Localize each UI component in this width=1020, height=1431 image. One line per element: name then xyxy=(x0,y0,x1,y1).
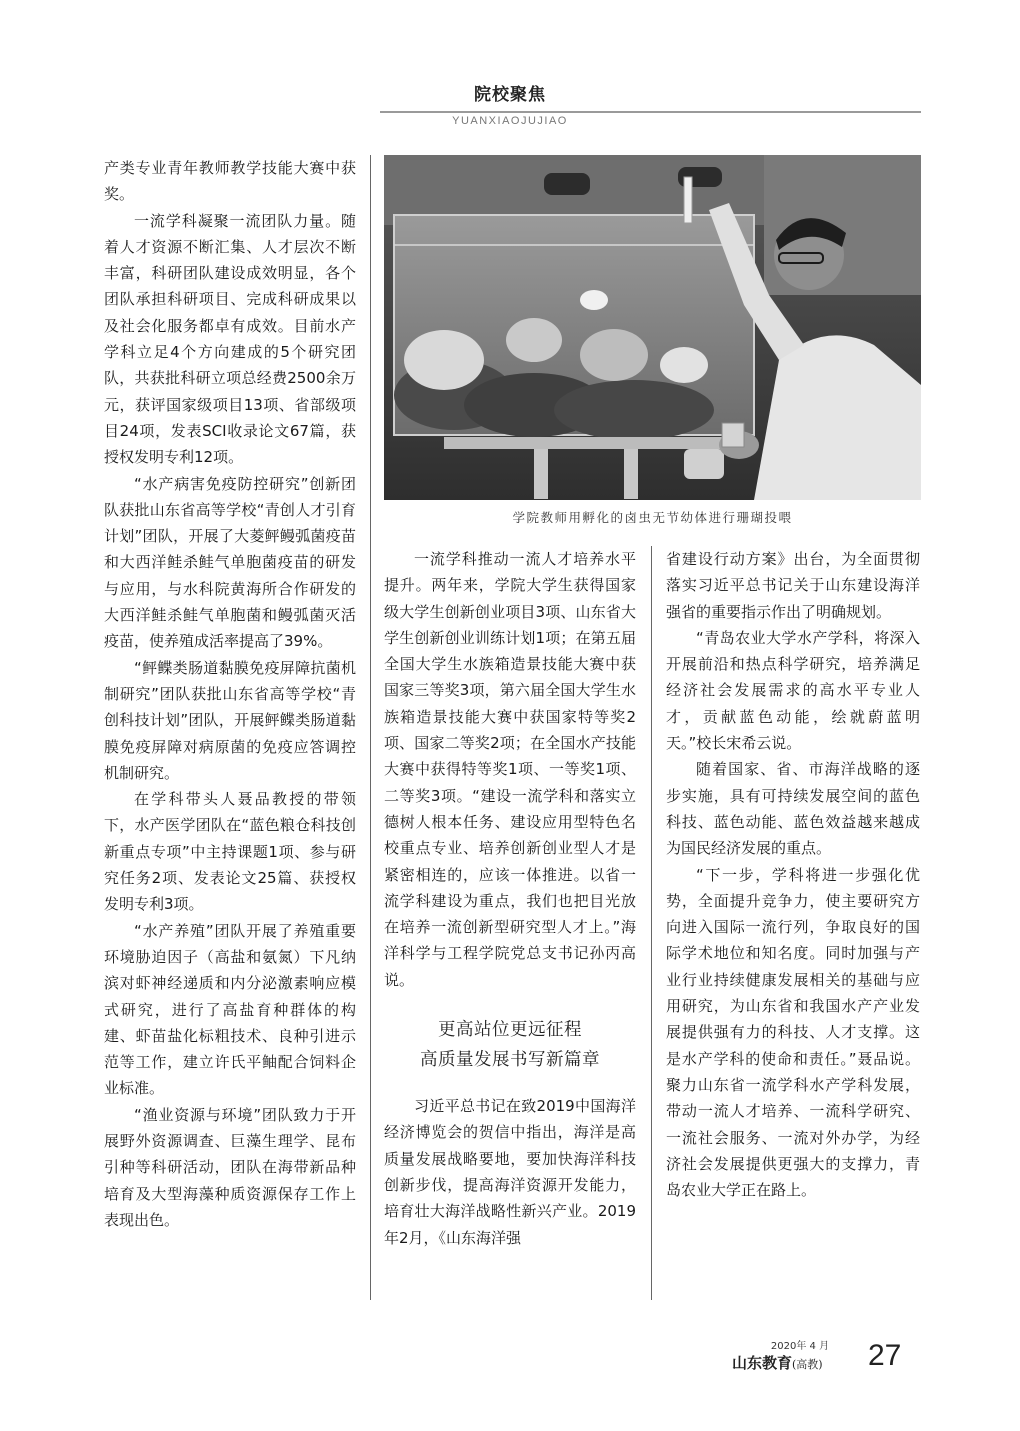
paragraph: “水产养殖”团队开展了养殖重要环境胁迫因子（高盐和氨氮）下凡纳滨对虾神经递质和内分泌激素响应模式研究，进行了高盐育种群体的构建、虾苗盐化标粗技术、良种引进示范等工作，建立许氏平鲉配合饲料企业标准。 xyxy=(104,921,356,1098)
magazine-title: 山东教育 xyxy=(732,1354,793,1372)
paragraph: 省建设行动方案》出台，为全面贯彻落实习近平总书记关于山东建设海洋强省的重要指示作出了明确规划。 xyxy=(666,550,920,621)
paragraph: 习近平总书记在致2019中国海洋经济博览会的贺信中指出，海洋是高质量发展战略要地，要加快海洋科技创新步伐，提高海洋资源开发能力，培育壮大海洋战略性新兴产业。2019年2月，《山东海洋强 xyxy=(384,1097,636,1247)
magazine-name xyxy=(732,1352,823,1373)
issue-date: 2020年 4 月 xyxy=(770,1341,830,1352)
paragraph: “水产病害免疫防控研究”创新团队获批山东省高等学校“青创人才引育计划”团队，开展了大菱鲆鳗弧菌疫苗和大西洋鲑杀鲑气单胞菌疫苗的研发与应用，与水科院黄海所合作研发的大西洋鲑杀鲑气单胞菌和鳗弧菌灭活疫苗，使养殖成活率提高了39%。 xyxy=(104,474,356,651)
page-number: 27 xyxy=(868,1339,902,1372)
section-heading-line-1: 更高站位更远征程 xyxy=(438,1020,582,1041)
header-rule xyxy=(380,111,921,113)
column-divider-1 xyxy=(370,155,371,1300)
paragraph: “下一步，学科将进一步强化优势，全面提升竞争力，使主要研究方向进入国际一流行列，争取良好的国际学术地位和知名度。同时加强与产业行业持续健康发展相关的基础与应用研究，为山东省和我国水产产业发展提供强有力的科技、人才支撑。这是水产学科的使命和责任。”聂品说。聚力山东省一流学科水产学科发展，带动一流人才培养、一流科学研究、一流社会服务、一流对外办学，为经济社会发展提供更强大的支撑力，青岛农业大学正在路上。 xyxy=(666,865,920,1200)
section-title: 院校聚焦 xyxy=(474,85,546,105)
article-column-1 xyxy=(104,155,356,1233)
paragraph: 在学科带头人聂品教授的带领下，水产医学团队在“蓝色粮仓科技创新重点专项”中主持课题1项、参与研究任务2项、发表论文25篇、获授权发明专利3项。 xyxy=(104,790,356,914)
section-heading xyxy=(384,1015,636,1075)
photo-caption: 学院教师用孵化的卤虫无节幼体进行珊瑚投喂 xyxy=(512,510,793,525)
paragraph: “青岛农业大学水产学科，将深入开展前沿和热点科学研究，培养满足经济社会发展需求的高水平专业人才，贡献蓝色动能，绘就蔚蓝明天。”校长宋希云说。 xyxy=(666,628,920,753)
paragraph: 产类专业青年教师教学技能大赛中获奖。 xyxy=(104,159,356,204)
paragraph: “渔业资源与环境”团队致力于开展野外资源调查、巨藻生理学、昆布引种等科研活动，团队在海带新品种培育及大型海藻种质资源保存工作上表现出色。 xyxy=(104,1105,356,1229)
paragraph: “鲆鲽类肠道黏膜免疫屏障抗菌机制研究”团队获批山东省高等学校“青创科技计划”团队，开展鲆鲽类肠道黏膜免疫屏障对病原菌的免疫应答调控机制研究。 xyxy=(104,658,356,782)
article-column-3 xyxy=(666,546,920,1203)
section-heading-line-2: 高质量发展书写新篇章 xyxy=(420,1050,600,1071)
magazine-edition: (高教) xyxy=(792,1358,823,1371)
paragraph: 随着国家、省、市海洋战略的逐步实施，具有可持续发展空间的蓝色科技、蓝色动能、蓝色效益越来越成为国民经济发展的重点。 xyxy=(666,760,920,858)
paragraph: 一流学科凝聚一流团队力量。随着人才资源不断汇集、人才层次不断丰富，科研团队建设成效明显，各个团队承担科研项目、完成科研成果以及社会化服务都卓有成效。目前水产学科立足4个方向建成的5个研究团队，共获批科研立项总经费2500余万元，获评国家级项目13项、省部级项目24项，发表SCI收录论文67篇，获授权发明专利12项。 xyxy=(104,211,356,467)
article-photo xyxy=(384,155,921,500)
column-divider-2 xyxy=(651,546,652,1300)
section-pinyin: YUANXIAOJUJIAO xyxy=(452,115,568,127)
article-column-2 xyxy=(384,546,636,1251)
paragraph: 一流学科推动一流人才培养水平提升。两年来，学院大学生获得国家级大学生创新创业项目3项、山东省大学生创新创业训练计划1项；在第五届全国大学生水族箱造景技能大赛中获国家三等奖3项，第六届全国大学生水族箱造景技能大赛中获国家特等奖2项、国家二等奖2项；在全国水产技能大赛中获得特等奖1项、一等奖1项、二等奖3项。“建设一流学科和落实立德树人根本任务、建设应用型特色名校重点专业、培养创新创业型人才是紧密相连的，应该一体推进。以省一流学科建设为重点，我们也把目光放在培养一流创新型研究型人才上。”海洋科学与工程学院党总支书记孙丙高说。 xyxy=(384,550,636,989)
